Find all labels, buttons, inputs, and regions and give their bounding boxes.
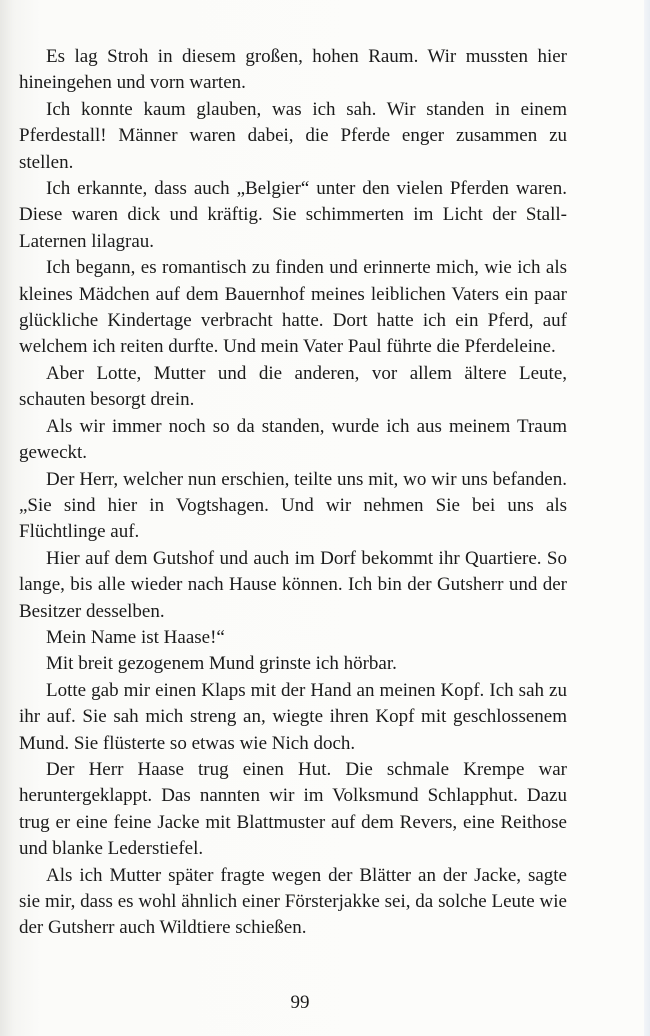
paragraph: Der Herr Haase trug einen Hut. Die schmale Krempe war heruntergeklappt. Das nannten wir im Volksmund Schlapphut. Dazu trug er eine feine Jacke mit Blattmuster auf dem Revers, eine Reithose und blanke Lederstiefel. — [19, 758, 567, 860]
paragraph: Ich konnte kaum glauben, was ich sah. Wir standen in einem Pferdestall! Männer waren dabei, die Pferde enger zusammen zu stellen. — [19, 98, 567, 173]
paragraph: Aber Lotte, Mutter und die anderen, vor allem ältere Leute, schauten besorgt drein. — [19, 362, 567, 411]
paragraph: Hier auf dem Gutshof und auch im Dorf bekommt ihr Quartiere. So lange, bis alle wieder nach Hause können. Ich bin der Gutsherr und der Besitzer desselben. — [19, 547, 567, 622]
scan-edge — [644, 0, 650, 1036]
page-number: 99 — [290, 992, 310, 1013]
paragraph: Es lag Stroh in diesem großen, hohen Raum. Wir mussten hier hineingehen und vorn warten. — [19, 46, 567, 94]
paragraph: Ich begann, es romantisch zu finden und erinnerte mich, wie ich als kleines Mädchen auf dem Bauernhof meines leiblichen Vaters ein paar glückliche Kindertage verbracht hatte. Dort hatte ich ein Pferd, auf welchem ich reiten durfte. Und mein Vater Paul führte die Pferdeleine. — [19, 257, 567, 358]
paragraph: Lotte gab mir einen Klaps mit der Hand an meinen Kopf. Ich sah zu ihr auf. Sie sah mich streng an, wiegte ihren Kopf mit geschlossenem Mund. Sie flüsterte so etwas wie Nich doch. — [19, 679, 567, 754]
paragraph: Der Herr, welcher nun erschien, teilte uns mit, wo wir uns befanden. „Sie sind hier in Vogtshagen. Und wir nehmen Sie bei uns als Flüchtlinge auf. — [19, 468, 567, 543]
paragraph: Mein Name ist Haase!“ — [46, 626, 225, 648]
body-text — [19, 44, 567, 942]
paragraph: Ich erkannte, dass auch „Belgier“ unter den vielen Pferden waren. Diese waren dick und kräftig. Sie schimmerten im Licht der Stall-Laternen lilagrau. — [19, 178, 567, 252]
paragraph: Als ich Mutter später fragte wegen der Blätter an der Jacke, sagte sie mir, dass es wohl ähnlich einer Försterjakke sei, da solche Leute wie der Gutsherr auch Wildtiere schießen. — [19, 864, 567, 939]
paragraph: Als wir immer noch so da standen, wurde ich aus meinem Traum geweckt. — [19, 415, 567, 464]
paragraph: Mit breit gezogenem Mund grinste ich hörbar. — [46, 653, 397, 675]
